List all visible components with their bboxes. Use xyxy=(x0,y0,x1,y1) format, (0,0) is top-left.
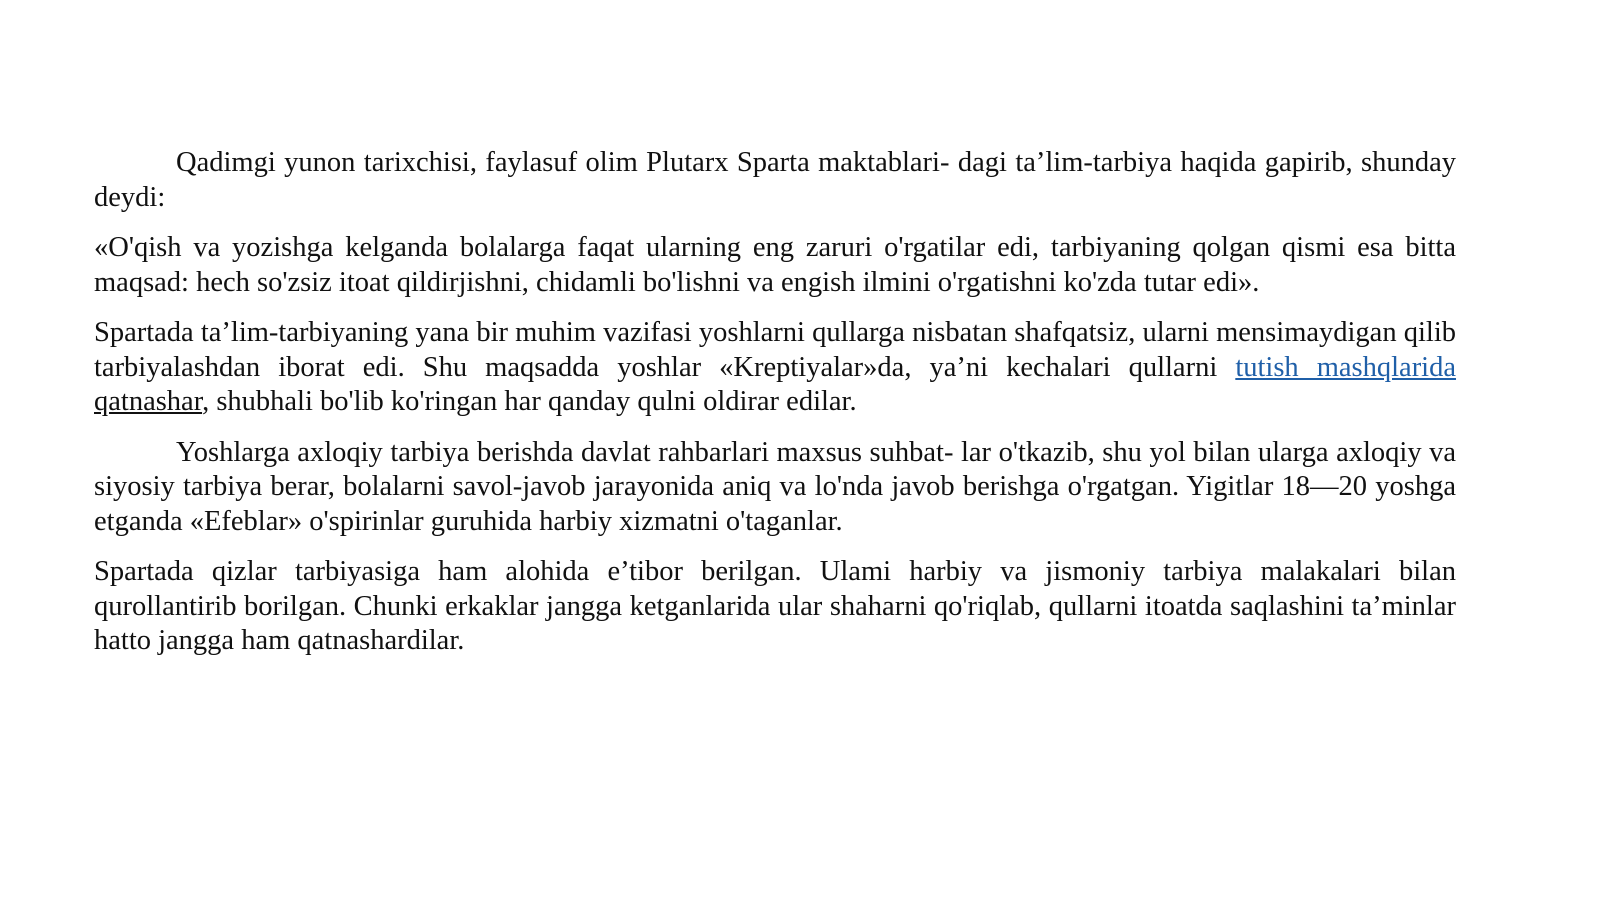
paragraph-moral-education: Yoshlarga axloqiy tarbiya berishda davlat rahbarlari maxsus suhbat- lar o'tkazib, shu yol bilan ularga axloqiy va siyosiy tarbiya berar, bolalarni savol-javob jarayonida aniq va lo'nda javob berishga o'rgatgan. Yigitlar 18—20 yoshga etganda «Efeblar» o'spirinlar guruhida harbiy xizmatni o'taganlar. xyxy=(94,436,1456,537)
paragraph-quote: «O'qish va yozishga kelganda bolalarga faqat ularning eng zaruri o'rgatilar edi, tarbiyaning qolgan qismi esa bitta maqsad: hech so'zsiz itoat qildirjishni, chidamli bo'lishni va engish ilmini o'rgatishni ko'zda tutar edi». xyxy=(94,232,1456,298)
document-body xyxy=(94,146,1456,675)
paragraph-text-start: Spartada ta’lim-tarbiyaning yana bir muhim vazifasi yoshlarni qullarga nisbatan shafqatsiz, ularni mensimaydigan qilib tarbiyalashdan iborat edi. Shu maqsadda yoshlar «Kreptiyalar»da, ya’ni kechalari qullarni xyxy=(94,317,1456,383)
hyperlink-tutish-mashqlarida[interactable]: tutish mashqlarida xyxy=(1235,351,1457,383)
paragraph-text-end: , shubhali bo'lib ko'ringan har qanday qulni oldirar edilar. xyxy=(202,386,857,417)
underlined-word-qatnashar: qatnashar xyxy=(94,386,203,417)
paragraph-kreptiya xyxy=(94,316,1456,420)
paragraph-girls-education: Spartada qizlar tarbiyasiga ham alohida e’tibor berilgan. Ulami harbiy va jismoniy tarbiya malakalari bilan qurollantirib borilgan. Chunki erkaklar jangga ketganlarida ular shaharni qo'riqlab, qullarni itoatda saqlashini ta’minlar hatto jangga ham qatnashardilar. xyxy=(94,556,1456,656)
paragraph-plutarch-intro: Qadimgi yunon tarixchisi, faylasuf olim Plutarx Sparta maktablari- dagi ta’lim-tarbiya haqida gapirib, shunday deydi: xyxy=(94,147,1456,213)
